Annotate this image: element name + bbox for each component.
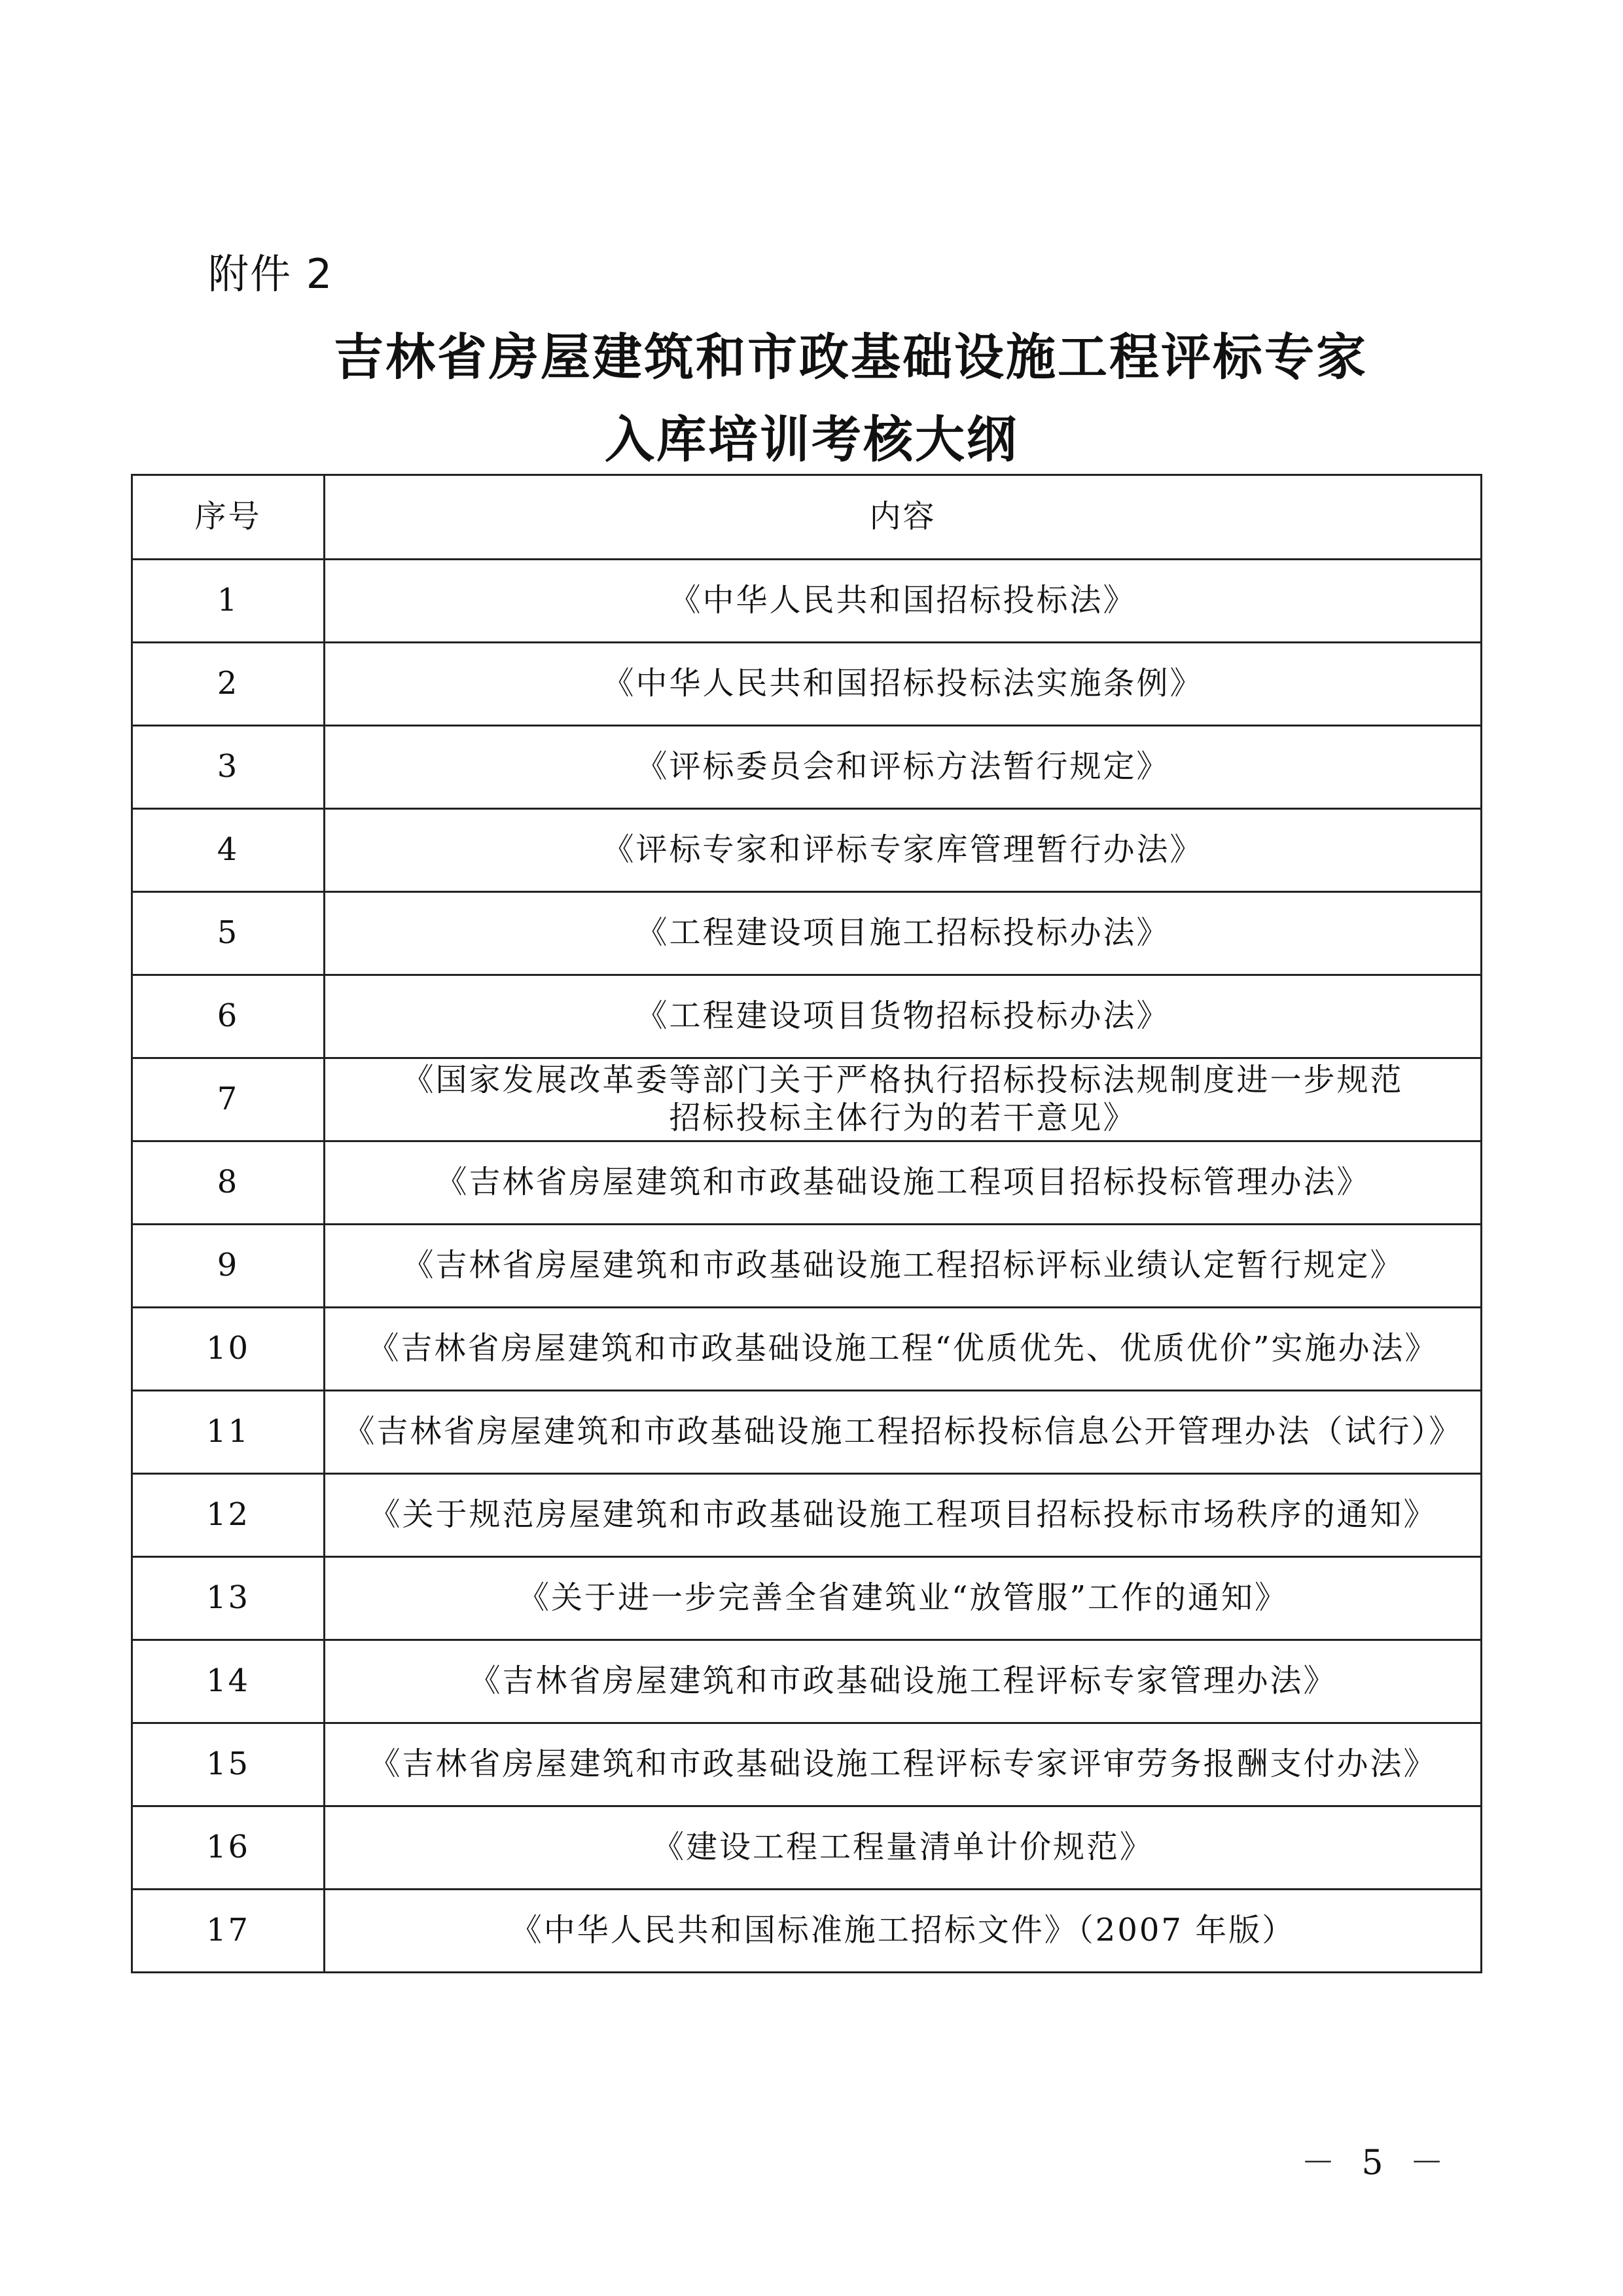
table-header-row <box>132 475 1482 560</box>
document-title-line-1: 吉林省房屋建筑和市政基础设施工程评标专家 <box>334 328 1368 386</box>
table-row <box>132 809 1482 892</box>
row-number: 5 <box>132 892 325 975</box>
row-number: 3 <box>132 726 325 809</box>
table-row <box>132 1391 1482 1474</box>
table-row <box>132 975 1482 1058</box>
table-row <box>132 1723 1482 1806</box>
row-content: 《评标专家和评标专家库管理暂行办法》 <box>325 809 1482 892</box>
row-number: 15 <box>132 1723 325 1806</box>
row-content: 《关于规范房屋建筑和市政基础设施工程项目招标投标市场秩序的通知》 <box>325 1474 1482 1557</box>
header-content: 内容 <box>325 475 1482 560</box>
table-row <box>132 1474 1482 1557</box>
row-content: 《吉林省房屋建筑和市政基础设施工程招标评标业绩认定暂行规定》 <box>325 1225 1482 1308</box>
row-number: 6 <box>132 975 325 1058</box>
row-content: 《吉林省房屋建筑和市政基础设施工程招标投标信息公开管理办法（试行）》 <box>325 1391 1482 1474</box>
row-number: 4 <box>132 809 325 892</box>
row-number: 12 <box>132 1474 325 1557</box>
document-title-line-2: 入库培训考核大纲 <box>605 410 1018 469</box>
attachment-label: 附件 2 <box>208 250 334 298</box>
row-content: 《吉林省房屋建筑和市政基础设施工程“优质优先、优质优价”实施办法》 <box>325 1308 1482 1391</box>
row-number: 17 <box>132 1890 325 1973</box>
table-row <box>132 1141 1482 1225</box>
row-number: 8 <box>132 1141 325 1225</box>
row-content: 《评标委员会和评标方法暂行规定》 <box>325 726 1482 809</box>
row-content: 《关于进一步完善全省建筑业“放管服”工作的通知》 <box>325 1557 1482 1640</box>
table-row <box>132 1890 1482 1973</box>
row-number: 11 <box>132 1391 325 1474</box>
row-content: 《工程建设项目货物招标投标办法》 <box>325 975 1482 1058</box>
row-number: 14 <box>132 1640 325 1723</box>
row-content: 《中华人民共和国招标投标法实施条例》 <box>325 643 1482 726</box>
row-content-line-2: 招标投标主体行为的若干意见》 <box>669 1100 1137 1136</box>
row-content: 《中华人民共和国招标投标法》 <box>325 560 1482 643</box>
table-row <box>132 1308 1482 1391</box>
header-no: 序号 <box>132 475 325 560</box>
row-content: 《中华人民共和国标准施工招标文件》（2007 年版） <box>325 1890 1482 1973</box>
row-number: 2 <box>132 643 325 726</box>
row-content: 《吉林省房屋建筑和市政基础设施工程项目招标投标管理办法》 <box>325 1141 1482 1225</box>
row-content: 《吉林省房屋建筑和市政基础设施工程评标专家管理办法》 <box>325 1640 1482 1723</box>
row-number: 7 <box>132 1058 325 1141</box>
page-number: － 5 － <box>1301 2144 1452 2183</box>
row-content: 《建设工程工程量清单计价规范》 <box>325 1806 1482 1890</box>
table-row <box>132 1557 1482 1640</box>
row-content: 《吉林省房屋建筑和市政基础设施工程评标专家评审劳务报酬支付办法》 <box>325 1723 1482 1806</box>
row-number: 16 <box>132 1806 325 1890</box>
row-number: 10 <box>132 1308 325 1391</box>
table-row <box>132 892 1482 975</box>
table-row <box>132 560 1482 643</box>
row-content: 《工程建设项目施工招标投标办法》 <box>325 892 1482 975</box>
table-row <box>132 1225 1482 1308</box>
table-row <box>132 643 1482 726</box>
row-content-line-1: 《国家发展改革委等部门关于严格执行招标投标法规制度进一步规范 <box>402 1062 1404 1099</box>
table-row <box>132 1806 1482 1890</box>
table-row <box>132 1058 1482 1141</box>
row-number: 9 <box>132 1225 325 1308</box>
row-number: 1 <box>132 560 325 643</box>
table-row <box>132 726 1482 809</box>
table-row <box>132 1640 1482 1723</box>
row-number: 13 <box>132 1557 325 1640</box>
training-outline-table <box>131 474 1482 1973</box>
row-content <box>325 1058 1482 1141</box>
